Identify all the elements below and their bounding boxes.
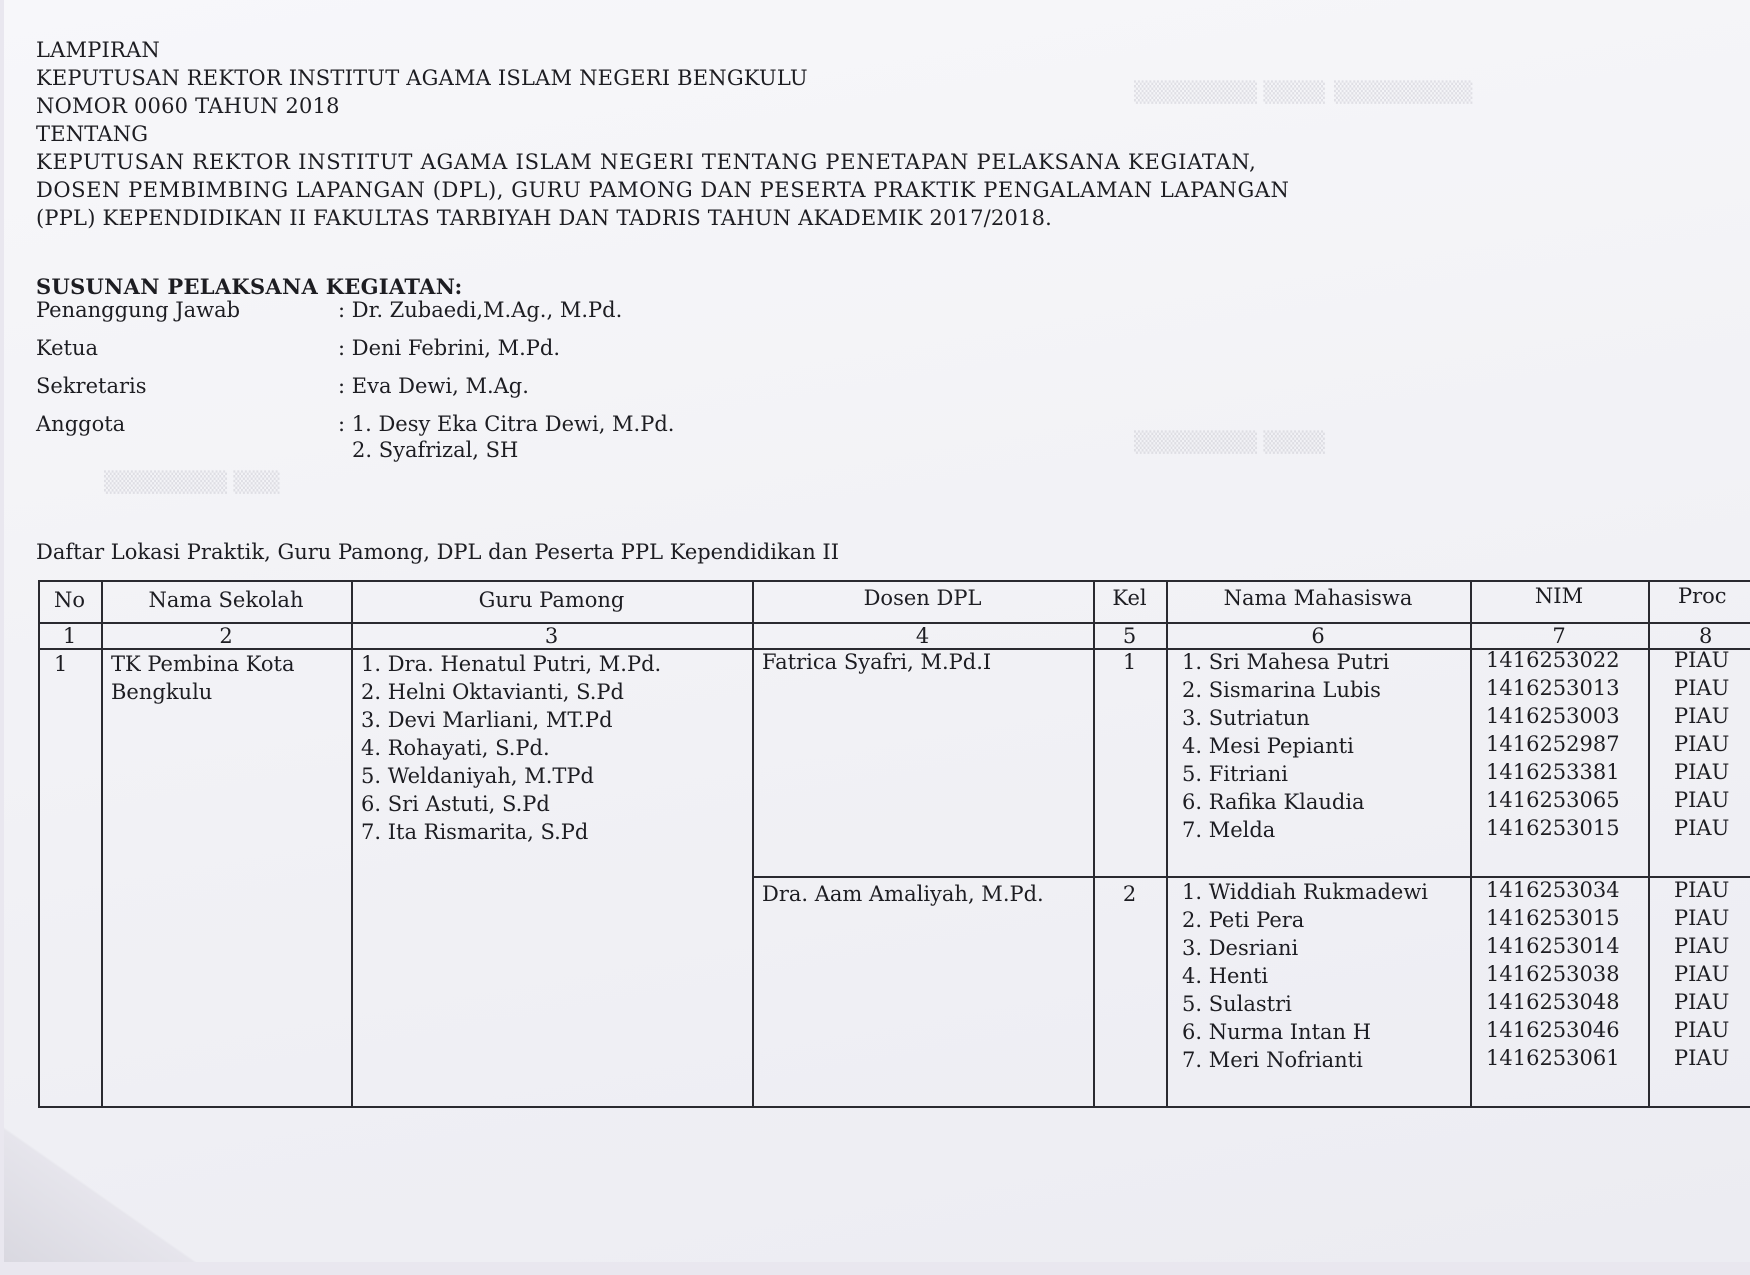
section-title: SUSUNAN PELAKSANA KEGIATAN:	[36, 274, 463, 299]
header-line: DOSEN PEMBIMBING LAPANGAN (DPL), GURU PAMONG DAN PESERTA PRAKTIK PENGALAMAN LAPANGAN	[36, 178, 1290, 202]
header-line: NOMOR 0060 TAHUN 2018	[36, 94, 340, 118]
student-nim: 1416253065	[1486, 788, 1620, 812]
student-prodi: PIAU	[1674, 676, 1730, 700]
document-header	[36, 36, 1289, 232]
committee-value: 2. Syafrizal, SH	[352, 438, 519, 462]
student-prodi: PIAU	[1674, 648, 1730, 672]
guru-pamong-item: 3. Devi Marliani, MT.Pd	[361, 708, 613, 732]
student-name: 1. Widdiah Rukmadewi	[1182, 880, 1429, 904]
school-name: TK Pembina Kota	[111, 652, 295, 676]
student-name: 7. Meri Nofrianti	[1182, 1048, 1363, 1072]
header-line: KEPUTUSAN REKTOR INSTITUT AGAMA ISLAM NEGERI TENTANG PENETAPAN PELAKSANA KEGIATAN,	[36, 150, 1257, 174]
student-prodi: PIAU	[1674, 878, 1730, 902]
committee-value: : 1. Desy Eka Citra Dewi, M.Pd.	[338, 412, 675, 436]
student-nim: 1416253381	[1486, 760, 1620, 784]
student-nim: 1416253015	[1486, 816, 1620, 840]
table-border	[38, 580, 40, 1108]
header-line: TENTANG	[36, 122, 149, 146]
student-nim: 1416253015	[1486, 906, 1620, 930]
header-line: LAMPIRAN	[36, 38, 160, 62]
student-name: 4. Henti	[1182, 964, 1269, 988]
column-number: 2	[219, 624, 233, 648]
student-nim: 1416253061	[1486, 1046, 1620, 1070]
student-nim: 1416253034	[1486, 878, 1620, 902]
column-header: Dosen DPL	[863, 586, 982, 610]
student-nim: 1416253046	[1486, 1018, 1620, 1042]
student-prodi: PIAU	[1674, 788, 1730, 812]
student-prodi: PIAU	[1674, 704, 1730, 728]
guru-pamong-item: 4. Rohayati, S.Pd.	[361, 736, 550, 760]
guru-pamong-item: 1. Dra. Henatul Putri, M.Pd.	[361, 652, 662, 676]
student-nim: 1416253013	[1486, 676, 1620, 700]
student-name: 3. Sutriatun	[1182, 706, 1310, 730]
student-name: 2. Peti Pera	[1182, 908, 1305, 932]
guru-pamong-item: 7. Ita Rismarita, S.Pd	[361, 820, 589, 844]
dosen-dpl: Dra. Aam Amaliyah, M.Pd.	[762, 882, 1044, 906]
committee-value: : Dr. Zubaedi,M.Ag., M.Pd.	[338, 298, 623, 322]
bleed-through-decoration: ▒▒▒▒▒▒▒▒▒	[1334, 80, 1473, 104]
list-title: Daftar Lokasi Praktik, Guru Pamong, DPL dan Peserta PPL Kependidikan II	[36, 540, 839, 564]
group-number: 2	[1122, 882, 1137, 906]
row-number: 1	[54, 652, 68, 676]
committee-role: Sekretaris	[36, 374, 147, 398]
student-prodi: PIAU	[1674, 1018, 1730, 1042]
committee-value: : Eva Dewi, M.Ag.	[338, 374, 529, 398]
assignment-table	[38, 580, 1750, 1108]
student-name: 1. Sri Mahesa Putri	[1182, 650, 1390, 674]
student-prodi: PIAU	[1674, 990, 1730, 1014]
student-name: 2. Sismarina Lubis	[1182, 678, 1381, 702]
student-prodi: PIAU	[1674, 816, 1730, 840]
group-number: 1	[1122, 650, 1137, 674]
school-name: Bengkulu	[111, 680, 213, 704]
column-header: Nama Sekolah	[148, 588, 304, 612]
column-number: 5	[1122, 624, 1137, 648]
committee-role: Penanggung Jawab	[36, 298, 241, 322]
student-name: 6. Nurma Intan H	[1182, 1020, 1372, 1044]
bleed-through-decoration: ▒▒▒▒▒▒▒▒ ▒▒▒	[104, 470, 280, 494]
student-name: 5. Sulastri	[1182, 992, 1292, 1016]
document-page	[4, 0, 1750, 1262]
student-nim: 1416253038	[1486, 962, 1620, 986]
table-border	[1648, 580, 1650, 1108]
student-nim: 1416253022	[1486, 648, 1620, 672]
column-number: 4	[915, 624, 930, 648]
student-name: 7. Melda	[1182, 818, 1276, 842]
column-header: NIM	[1534, 584, 1584, 608]
table-border	[351, 580, 353, 1108]
column-header: No	[53, 588, 86, 612]
student-nim: 1416253048	[1486, 990, 1620, 1014]
guru-pamong-item: 2. Helni Oktavianti, S.Pd	[361, 680, 625, 704]
student-nim: 1416253003	[1486, 704, 1620, 728]
student-name: 4. Mesi Pepianti	[1182, 734, 1354, 758]
bleed-through-decoration: ▒▒▒▒▒▒▒▒ ▒▒▒▒	[1134, 80, 1325, 104]
page-fold-shadow	[4, 1122, 224, 1262]
student-nim: 1416253014	[1486, 934, 1620, 958]
table-border	[38, 1106, 1750, 1108]
student-name: 3. Desriani	[1182, 936, 1299, 960]
student-prodi: PIAU	[1674, 906, 1730, 930]
column-header: Guru Pamong	[478, 588, 625, 612]
table-border	[752, 580, 754, 1108]
student-nim: 1416252987	[1486, 732, 1620, 756]
column-number: 1	[62, 624, 77, 648]
column-number: 6	[1311, 624, 1325, 648]
student-prodi: PIAU	[1674, 760, 1730, 784]
committee-role: Anggota	[36, 412, 126, 436]
column-header: Proc	[1678, 584, 1727, 608]
table-border	[1166, 580, 1168, 1108]
header-line: (PPL) KEPENDIDIKAN II FAKULTAS TARBIYAH DAN TADRIS TAHUN AKADEMIK 2017/2018.	[36, 206, 1053, 230]
dosen-dpl: Fatrica Syafri, M.Pd.I	[762, 650, 992, 674]
table-border	[101, 580, 103, 1108]
bleed-through-decoration: ▒▒▒▒▒▒▒▒ ▒▒▒▒	[1134, 430, 1325, 454]
table-border	[1470, 580, 1472, 1108]
student-prodi: PIAU	[1674, 1046, 1730, 1070]
committee-value: : Deni Febrini, M.Pd.	[338, 336, 560, 360]
column-header: Kel	[1112, 586, 1147, 610]
column-number: 8	[1699, 624, 1713, 648]
committee-role: Ketua	[36, 336, 99, 360]
column-number: 3	[544, 624, 559, 648]
column-number: 7	[1552, 624, 1566, 648]
student-prodi: PIAU	[1674, 962, 1730, 986]
student-prodi: PIAU	[1674, 934, 1730, 958]
guru-pamong-item: 6. Sri Astuti, S.Pd	[361, 792, 550, 816]
guru-pamong-item: 5. Weldaniyah, M.TPd	[361, 764, 594, 788]
column-header: Nama Mahasiswa	[1223, 586, 1413, 610]
student-prodi: PIAU	[1674, 732, 1730, 756]
student-name: 6. Rafika Klaudia	[1182, 790, 1365, 814]
student-name: 5. Fitriani	[1182, 762, 1288, 786]
header-line: KEPUTUSAN REKTOR INSTITUT AGAMA ISLAM NEGERI BENGKULU	[36, 66, 808, 90]
